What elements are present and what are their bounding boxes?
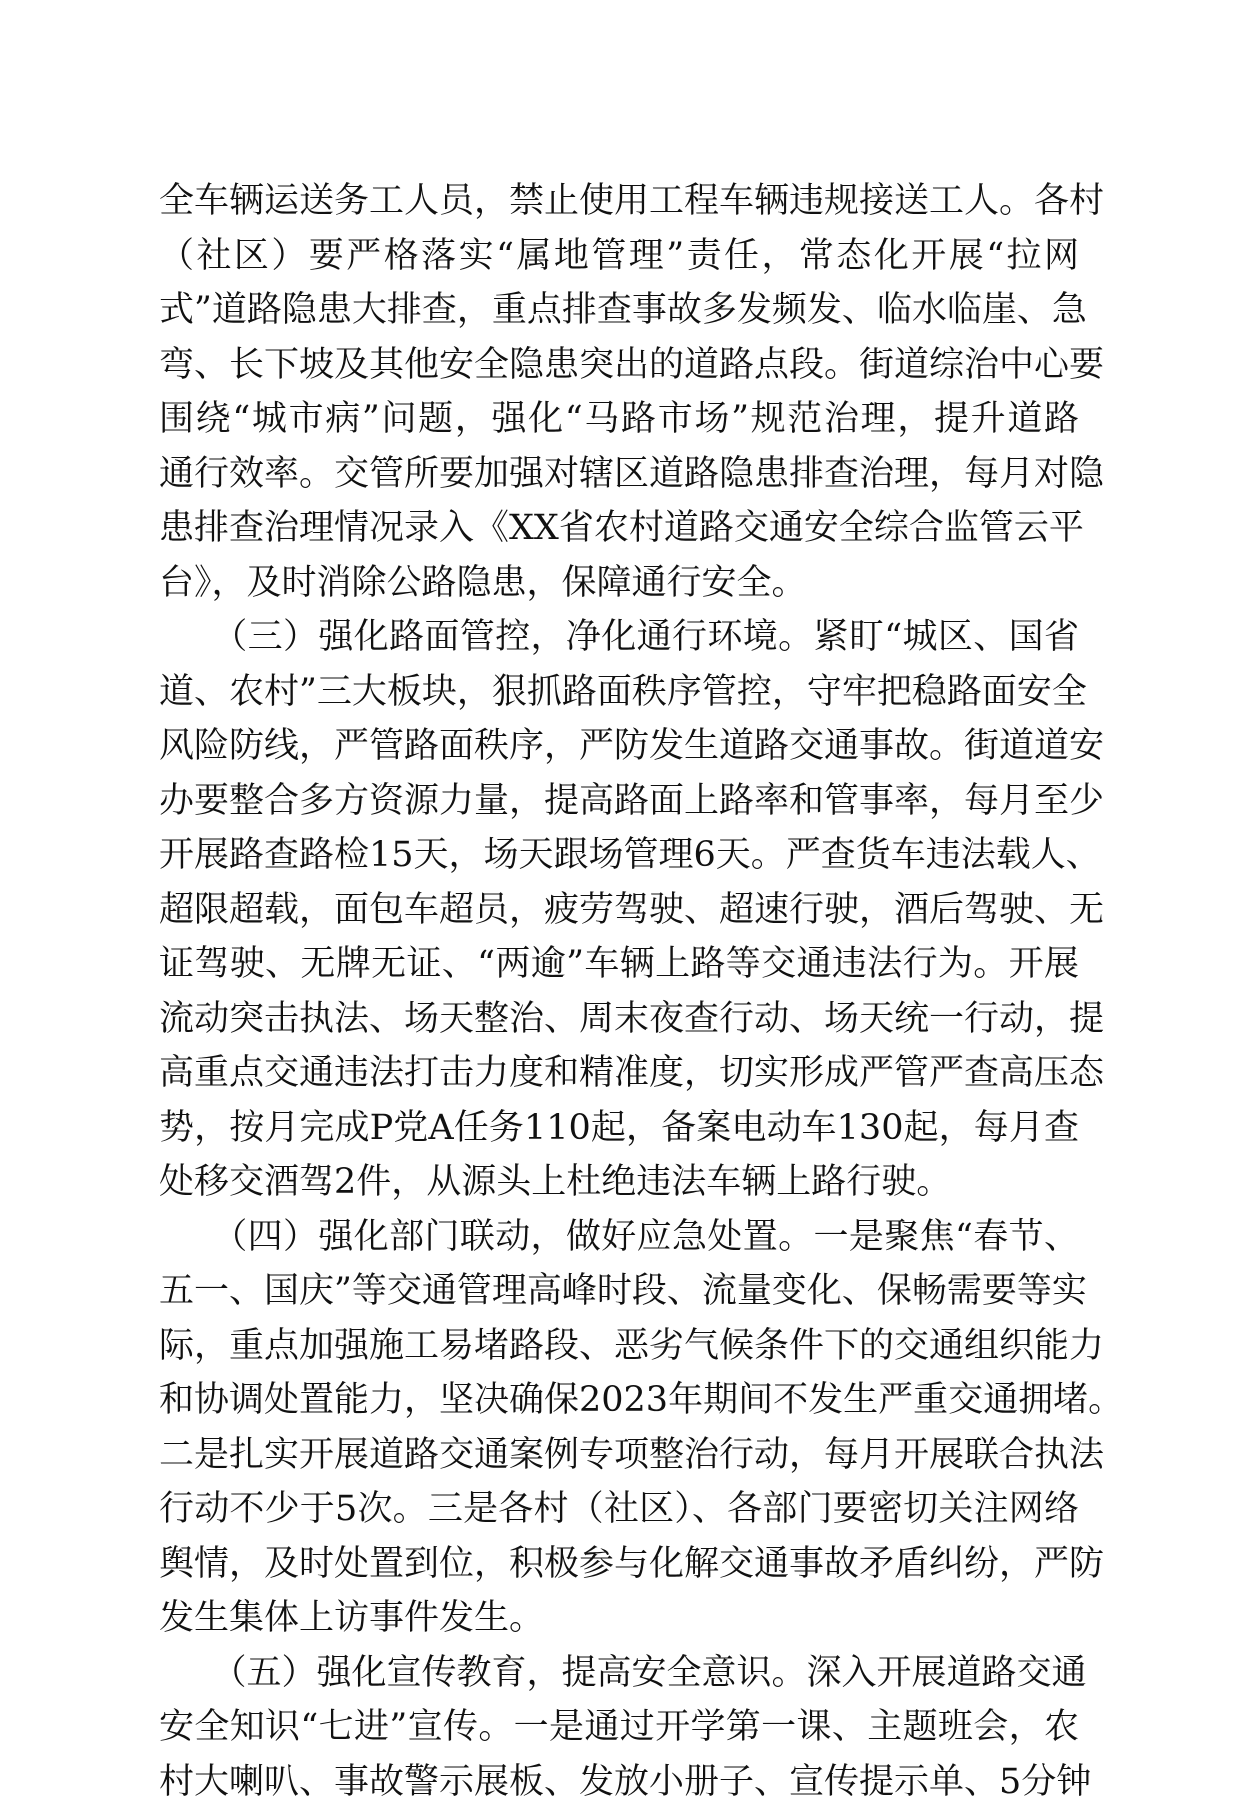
text-line: 行动不少于5次。三是各村（社区）、各部门要密切关注网络 [159, 1482, 1079, 1537]
text-line: 证驾驶、无牌无证、“两逾”车辆上路等交通违法行为。开展 [159, 937, 1079, 992]
text-line: 全车辆运送务工人员，禁止使用工程车辆违规接送工人。各村 [159, 174, 1079, 229]
text-line: 二是扎实开展道路交通案例专项整治行动，每月开展联合执法 [159, 1428, 1079, 1483]
text-line: 流动突击执法、场天整治、周末夜查行动、场天统一行动，提 [159, 992, 1079, 1047]
text-line: 围绕“城市病”问题，强化“马路市场”规范治理，提升道路 [159, 392, 1079, 447]
text-line: 高重点交通违法打击力度和精准度，切实形成严管严查高压态 [159, 1046, 1079, 1101]
text-line: 办要整合多方资源力量，提高路面上路率和管事率，每月至少 [159, 774, 1079, 829]
document-body [159, 174, 1079, 1809]
text-line: 道、农村”三大板块，狠抓路面秩序管控，守牢把稳路面安全 [159, 665, 1079, 720]
paragraph [159, 174, 1079, 610]
text-line: 舆情，及时处置到位，积极参与化解交通事故矛盾纠纷，严防 [159, 1537, 1079, 1592]
paragraph [159, 610, 1079, 1210]
text-line: 安全知识“七进”宣传。一是通过开学第一课、主题班会，农 [159, 1700, 1079, 1755]
text-line: 和协调处置能力，坚决确保2023年期间不发生严重交通拥堵。 [159, 1373, 1079, 1428]
text-line: 村大喇叭、事故警示展板、发放小册子、宣传提示单、5分钟 [159, 1755, 1079, 1809]
text-line: 通行效率。交管所要加强对辖区道路隐患排查治理，每月对隐 [159, 447, 1079, 502]
text-line: 际，重点加强施工易堵路段、恶劣气候条件下的交通组织能力 [159, 1319, 1079, 1374]
paragraph [159, 1210, 1079, 1646]
text-line: 开展路查路检15天，场天跟场管理6天。严查货车违法载人、 [159, 828, 1079, 883]
text-line: 处移交酒驾2件，从源头上杜绝违法车辆上路行驶。 [159, 1155, 1079, 1210]
text-line: （三）强化路面管控，净化通行环境。紧盯“城区、国省 [159, 610, 1079, 665]
paragraph [159, 1646, 1079, 1809]
text-line: 五一、国庆”等交通管理高峰时段、流量变化、保畅需要等实 [159, 1264, 1079, 1319]
text-line: 式”道路隐患大排查，重点排查事故多发频发、临水临崖、急 [159, 283, 1079, 338]
text-line: 发生集体上访事件发生。 [159, 1591, 1079, 1646]
text-line: 超限超载，面包车超员，疲劳驾驶、超速行驶，酒后驾驶、无 [159, 883, 1079, 938]
text-line: 患排查治理情况录入《XX省农村道路交通安全综合监管云平 [159, 501, 1079, 556]
text-line: 弯、长下坡及其他安全隐患突出的道路点段。街道综治中心要 [159, 338, 1079, 393]
text-line: （四）强化部门联动，做好应急处置。一是聚焦“春节、 [159, 1210, 1079, 1265]
text-line: 风险防线，严管路面秩序，严防发生道路交通事故。街道道安 [159, 719, 1079, 774]
text-line: 台》，及时消除公路隐患，保障通行安全。 [159, 556, 1079, 611]
text-line: （五）强化宣传教育，提高安全意识。深入开展道路交通 [159, 1646, 1079, 1701]
text-line: 势，按月完成P党A任务110起，备案电动车130起，每月查 [159, 1101, 1079, 1156]
text-line: （社区）要严格落实“属地管理”责任，常态化开展“拉网 [159, 229, 1079, 284]
